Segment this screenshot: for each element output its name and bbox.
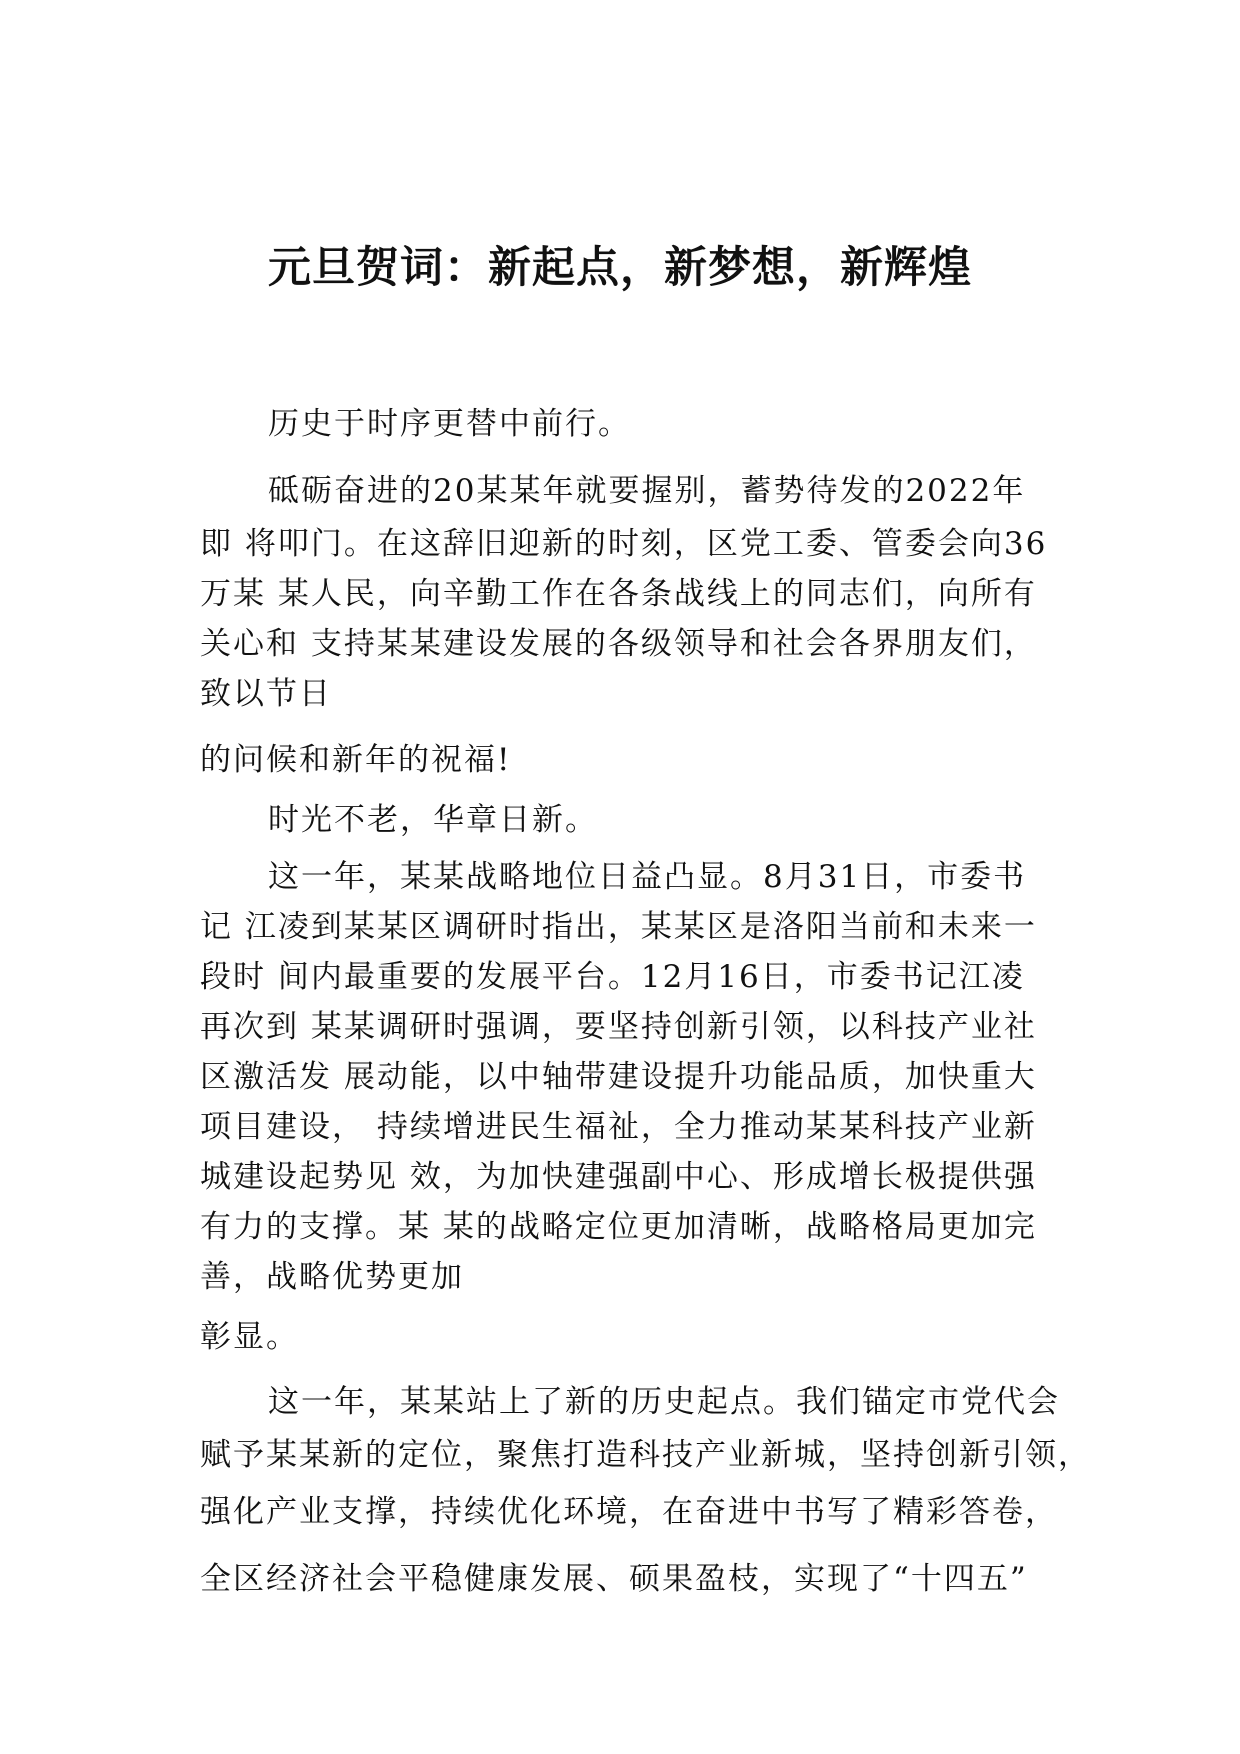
- paragraph-line: 有力的支撑。某 某的战略定位更加清晰，战略格局更加完: [200, 1209, 1037, 1245]
- paragraph-line: 城建设起势见 效，为加快建强副中心、形成增长极提供强: [200, 1159, 1037, 1195]
- paragraph-line: 区激活发 展动能，以中轴带建设提升功能品质，加快重大: [200, 1059, 1037, 1095]
- paragraph-line: 关心和 支持某某建设发展的各级领导和社会各界朋友们，: [200, 626, 1037, 662]
- paragraph-line: 这一年，某某站上了新的历史起点。我们锚定市党代会: [268, 1384, 1060, 1420]
- paragraph-line: 万某 某人民，向辛勤工作在各条战线上的同志们，向所有: [200, 576, 1037, 612]
- paragraph-line: 即 将叩门。在这辞旧迎新的时刻，区党工委、管委会向36: [200, 526, 1048, 562]
- paragraph-line: 项目建设， 持续增进民生福祉，全力推动某某科技产业新: [200, 1109, 1037, 1145]
- paragraph-line: 记 江凌到某某区调研时指出，某某区是洛阳当前和未来一: [200, 909, 1037, 945]
- paragraph-line: 时光不老，华章日新。: [268, 802, 598, 838]
- document-title: 元旦贺词：新起点，新梦想，新辉煌: [268, 243, 972, 293]
- paragraph-line: 全区经济社会平稳健康发展、硕果盈枝，实现了“十四五”: [200, 1561, 1028, 1597]
- paragraph-line: 彰显。: [200, 1319, 299, 1355]
- paragraph-line: 致以节日: [200, 676, 332, 712]
- paragraph-line: 赋予某某新的定位，聚焦打造科技产业新城，坚持创新引领，: [200, 1437, 1091, 1473]
- paragraph-line: 强化产业支撑，持续优化环境，在奋进中书写了精彩答卷，: [200, 1494, 1058, 1530]
- paragraph-line: 再次到 某某调研时强调，要坚持创新引领，以科技产业社: [200, 1009, 1037, 1045]
- paragraph-line: 历史于时序更替中前行。: [268, 406, 631, 442]
- paragraph-line: 这一年，某某战略地位日益凸显。8月31日，市委书: [268, 859, 1027, 895]
- paragraph-line: 善，战略优势更加: [200, 1259, 464, 1295]
- paragraph-line: 段时 间内最重要的发展平台。12月16日，市委书记江凌: [200, 959, 1025, 995]
- paragraph-line: 砥砺奋进的20某某年就要握别，蓄势待发的2022年: [268, 473, 1026, 509]
- paragraph-line: 的问候和新年的祝福!: [200, 742, 512, 778]
